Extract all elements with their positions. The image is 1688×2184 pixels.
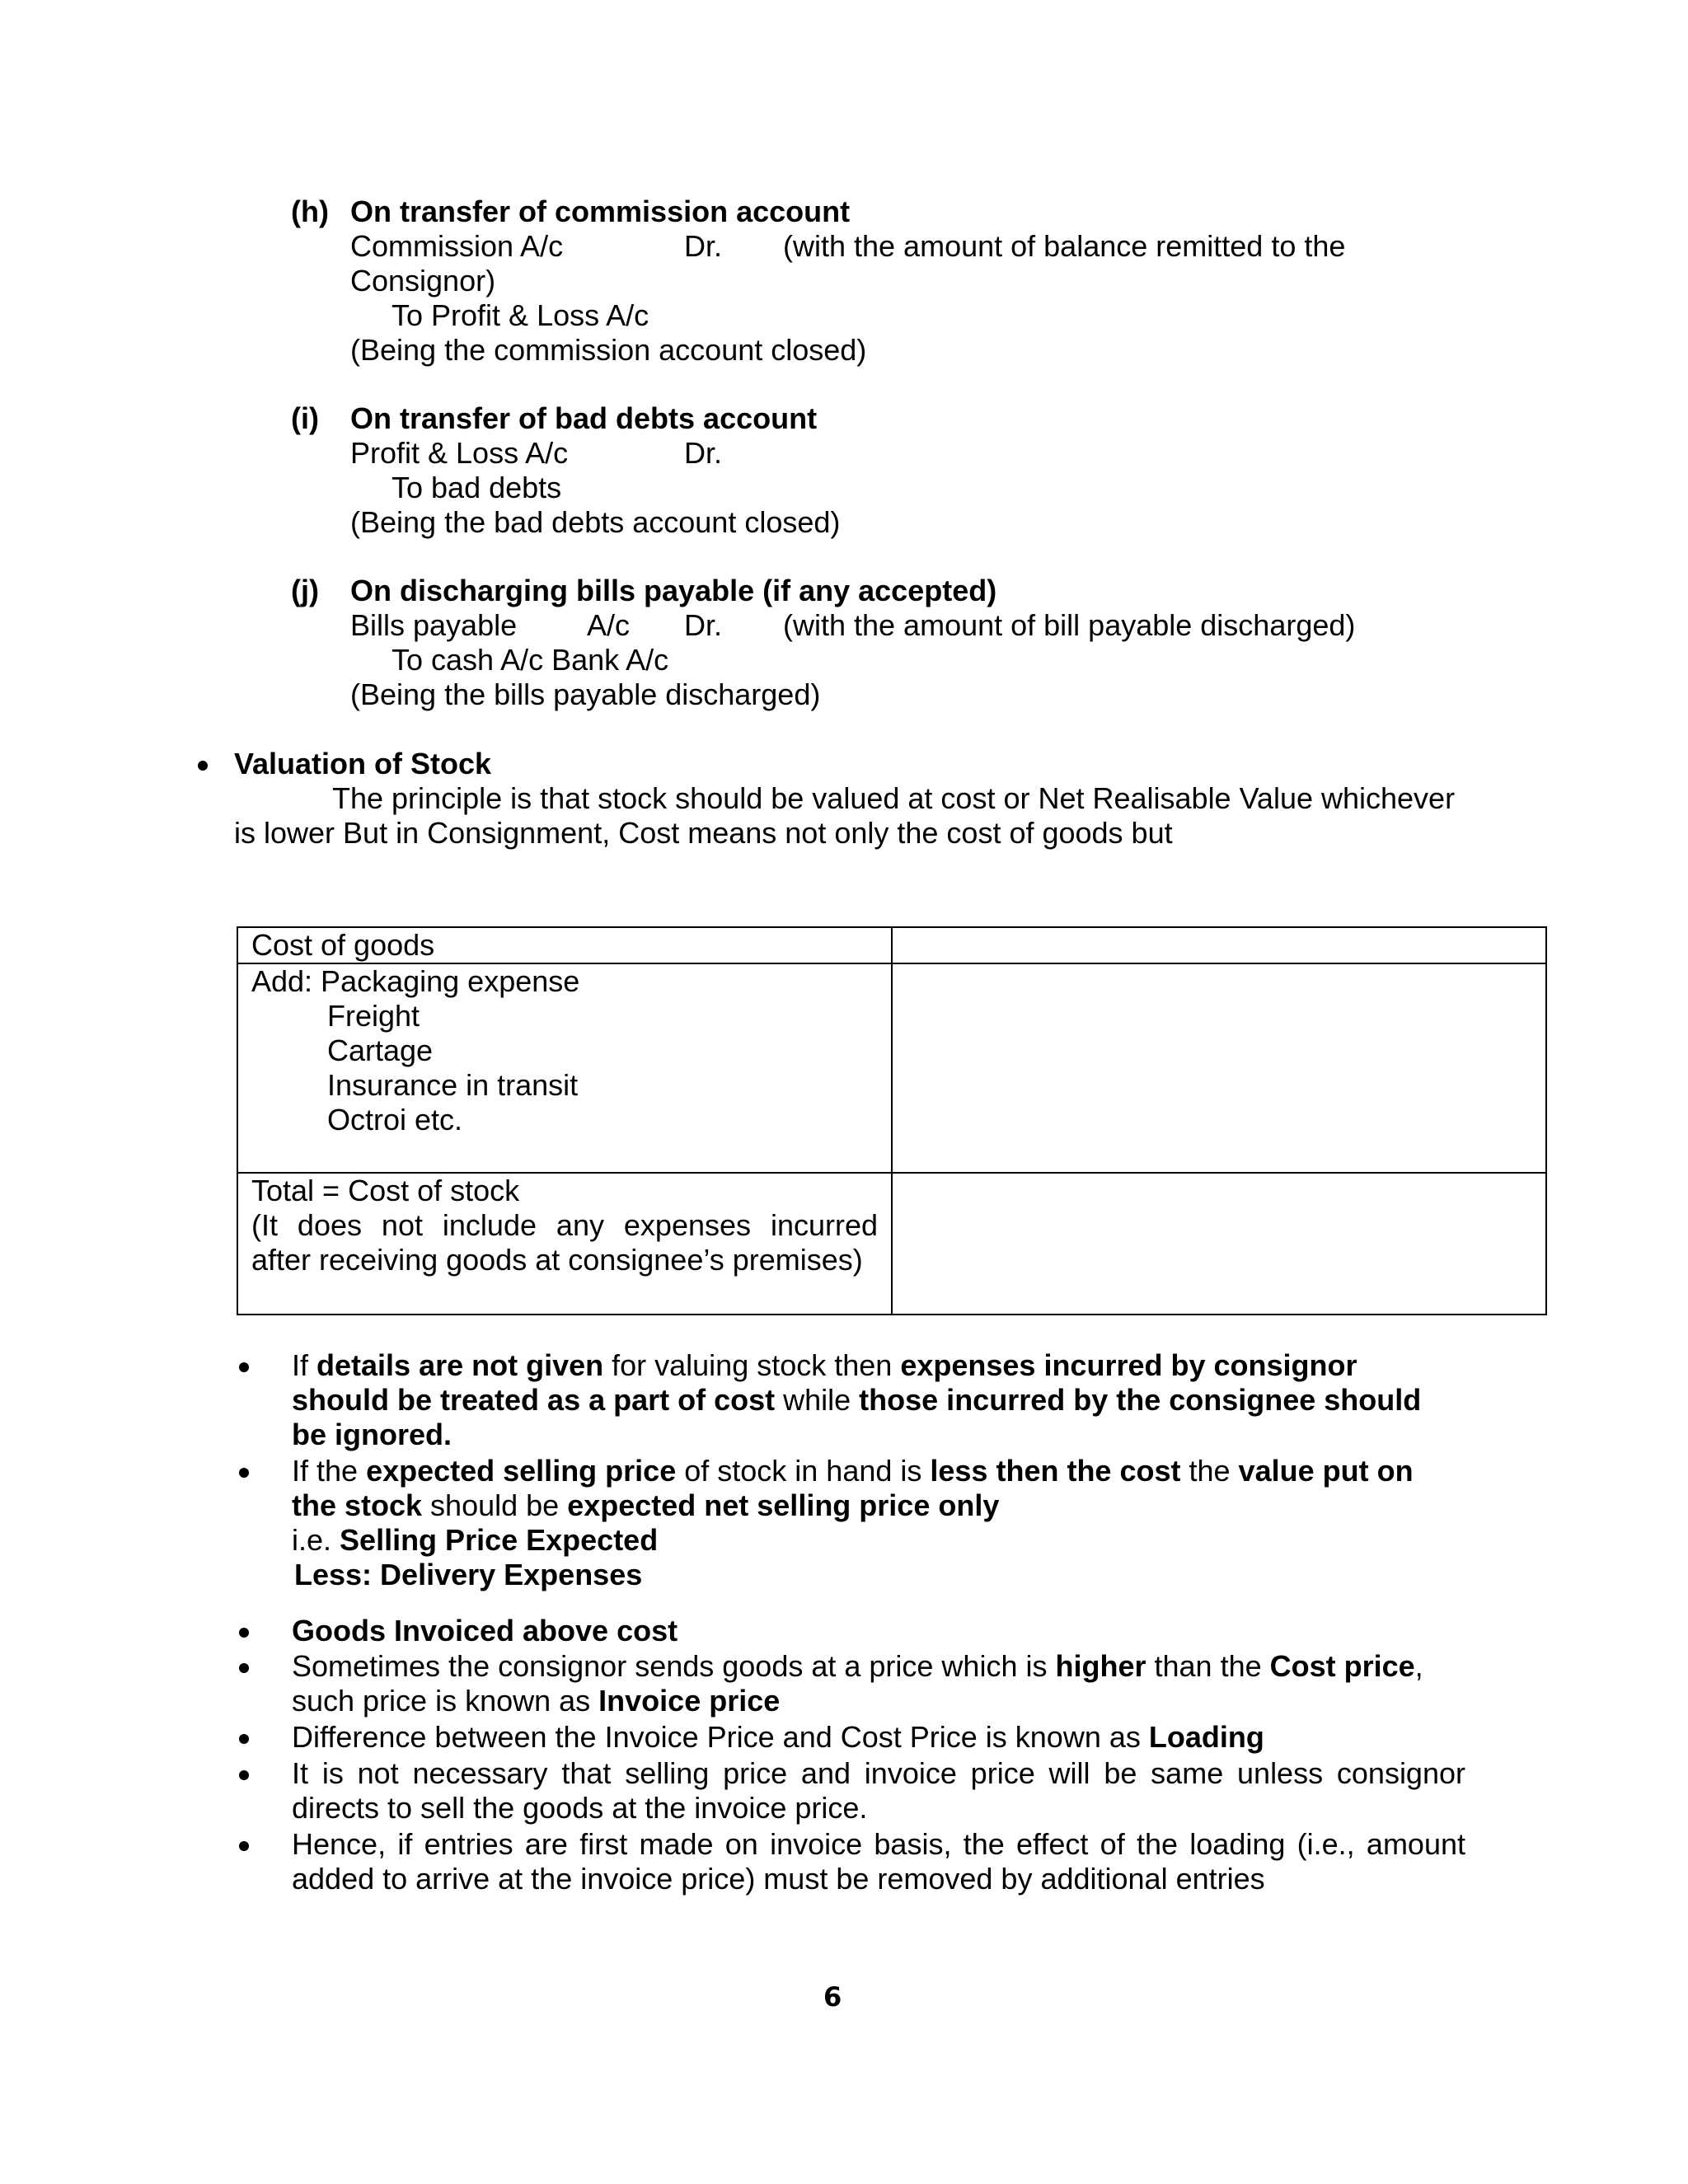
additions-value-cell	[892, 963, 1546, 1173]
entry-i-label: (i)	[291, 401, 319, 435]
entry-j-dr: Dr.	[684, 608, 723, 642]
rule-2-line-4: Less: Delivery Expenses	[294, 1558, 643, 1591]
rule-2-line-1: If the expected selling price of stock in hand is less then the cost the value put on	[292, 1454, 1414, 1488]
entry-i-title: On transfer of bad debts account	[350, 401, 818, 435]
bullet-icon	[198, 761, 208, 771]
entry-j-debit-account: Bills payable	[350, 608, 518, 642]
add-item-insurance: Insurance in transit	[327, 1068, 579, 1102]
entry-h-note: (with the amount of balance remitted to the	[783, 229, 1346, 263]
entry-j-ac: A/c	[587, 608, 631, 642]
bullet-icon	[239, 1841, 249, 1851]
bullet-icon	[239, 1362, 249, 1372]
entry-j-credit: To cash A/c Bank A/c	[392, 643, 669, 677]
bullet-icon	[239, 1663, 249, 1673]
entry-i-credit: To bad debts	[392, 471, 562, 504]
valuation-heading: Valuation of Stock	[234, 747, 492, 780]
invoice-bullet-5-line-1: Hence, if entries are first made on invoice basis, the effect of the loading (i.e., amount	[292, 1827, 1465, 1861]
rule-1-line-3: be ignored.	[292, 1418, 452, 1451]
bullet-icon	[239, 1468, 249, 1478]
invoice-heading: Goods Invoiced above cost	[292, 1614, 678, 1647]
total-note-line-2: after receiving goods at consignee’s premises)	[251, 1243, 863, 1277]
invoice-bullet-2-line-1: Sometimes the consignor sends goods at a price which is higher than the Cost price,	[292, 1649, 1423, 1683]
entry-h-note-cont: Consignor)	[350, 264, 496, 298]
add-item-freight: Freight	[327, 999, 420, 1033]
invoice-bullet-2-line-2: such price is known as Invoice price	[292, 1684, 781, 1718]
cost-of-goods-value-cell	[892, 927, 1546, 963]
total-value-cell	[892, 1173, 1546, 1315]
cost-of-stock-table	[237, 926, 1547, 1315]
entry-h-narration: (Being the commission account closed)	[350, 333, 867, 367]
invoice-bullet-3: Difference between the Invoice Price and Cost Price is known as Loading	[292, 1720, 1264, 1754]
bullet-icon	[239, 1734, 249, 1744]
total-cell	[237, 1173, 892, 1315]
total-note-line-1: (It does not include any expenses incurred	[251, 1208, 878, 1242]
valuation-line-2: is lower But in Consignment, Cost means not only the cost of goods but	[234, 816, 1173, 850]
rule-1-line-1: If details are not given for valuing stock then expenses incurred by consignor	[292, 1348, 1357, 1382]
bullet-icon	[239, 1770, 249, 1780]
entry-i-narration: (Being the bad debts account closed)	[350, 505, 841, 539]
cost-of-goods-cell: Cost of goods	[237, 927, 892, 963]
entry-j-narration: (Being the bills payable discharged)	[350, 677, 821, 711]
entry-i-debit-account: Profit & Loss A/c	[350, 436, 569, 470]
entry-h-dr: Dr.	[684, 229, 723, 263]
entry-j-note: (with the amount of bill payable discharged)	[783, 608, 1356, 642]
invoice-bullet-4-line-1: It is not necessary that selling price and invoice price will be same unless consignor	[292, 1756, 1465, 1790]
additions-cell	[237, 963, 892, 1173]
rule-2-line-2: the stock should be expected net selling price only	[292, 1488, 1000, 1522]
entry-i-dr: Dr.	[684, 436, 723, 470]
rule-1-line-2: should be treated as a part of cost while those incurred by the consignee should	[292, 1383, 1422, 1417]
invoice-bullet-5-line-2: added to arrive at the invoice price) must be removed by additional entries	[292, 1862, 1265, 1896]
invoice-bullet-4-line-2: directs to sell the goods at the invoice price.	[292, 1791, 868, 1825]
rule-2-line-3: i.e. Selling Price Expected	[292, 1523, 659, 1557]
add-packaging-label: Add: Packaging expense	[251, 964, 580, 998]
page-number: 6	[823, 1981, 842, 2013]
entry-h-title: On transfer of commission account	[350, 194, 851, 228]
add-item-cartage: Cartage	[327, 1033, 434, 1067]
valuation-line-1: The principle is that stock should be valued at cost or Net Realisable Value whichever	[332, 781, 1456, 815]
entry-h-credit: To Profit & Loss A/c	[392, 298, 649, 332]
entry-h-debit-account: Commission A/c	[350, 229, 564, 263]
add-item-octroi: Octroi etc.	[327, 1103, 463, 1137]
entry-j-title: On discharging bills payable (if any accepted)	[350, 574, 997, 607]
total-label: Total = Cost of stock	[251, 1174, 520, 1207]
entry-j-label: (j)	[291, 574, 319, 607]
entry-h-label: (h)	[291, 194, 329, 228]
bullet-icon	[239, 1628, 249, 1638]
